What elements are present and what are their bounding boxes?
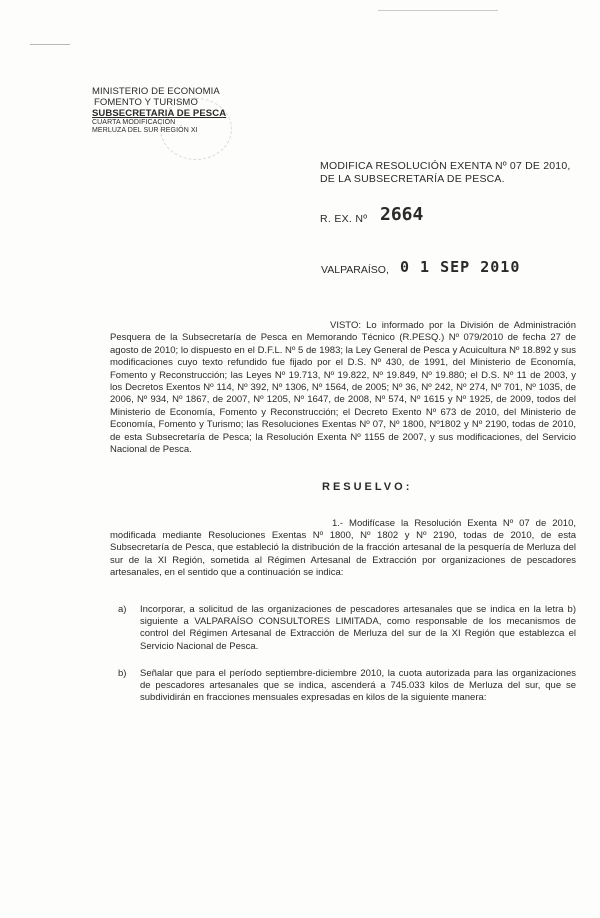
paragraph-1-text: 2010, modificada mediante Resoluciones Exentas Nº 1800, Nº 1802 y Nº 2190, todas de 2010, de esta Subsecretaría de Pesca, que estableció la distribución de la fracción artesanal de la pesquería de Merluza del sur de la XI Región, sometida al Régimen Artesanal de Extracción por organizaciones de pescadores artesanales, en el sentido que a continuación se indica: bbox=[110, 518, 577, 578]
paragraph-1 bbox=[110, 518, 576, 579]
visto-paragraph bbox=[110, 320, 576, 456]
ministry-name: MINISTERIO DE ECONOMIA bbox=[92, 86, 220, 97]
resolution-number: 2664 bbox=[380, 204, 424, 225]
subsecretaria-name: SUBSECRETARIA DE PESCA bbox=[92, 108, 227, 119]
stamp-seal bbox=[160, 98, 232, 160]
list-item bbox=[110, 604, 576, 653]
document-title: MODIFICA RESOLUCIÓN EXENTA Nº 07 DE 2010, DE LA SUBSECRETARÍA DE PESCA. bbox=[320, 160, 571, 185]
scan-mark-left bbox=[30, 44, 70, 45]
paragraph-1-lead: 1.- Modifícase la Resolución Exenta Nº 07 de bbox=[332, 518, 547, 529]
resuelvo-heading: RESUELVO: bbox=[322, 481, 413, 493]
stamp-line-1: CUARTA MODIFICACIÓN bbox=[92, 119, 176, 126]
item-marker: a) bbox=[118, 604, 127, 615]
item-text: Incorporar, a solicitud de las organizaciones de pescadores artesanales que se indica en la letra b) siguiente a VALPARAÍSO CONSULTORES LIMITADA, como responsable de los mecanismos de control del Régimen Artesanal de Extracción de Merluza del sur de la XI Región que establezca el Servicio Nacional de Pesca. bbox=[140, 604, 576, 652]
visto-lead: VISTO: bbox=[330, 320, 361, 331]
city: VALPARAÍSO, bbox=[321, 264, 389, 276]
date-stamp: 0 1 SEP 2010 bbox=[400, 258, 521, 276]
resolution-label: R. EX. Nº bbox=[320, 213, 368, 225]
visto-text: Lo informado por la División de Administración Pesquera de la Subsecretaría de Pesca en Memorando Técnico (R.PESQ.) Nº 079/2010 de fecha 27 de agosto de 2010; lo dispuesto en el D.F.L. Nº 5 de 1983; la Ley General de Pesca y Acuicultura Nº 18.892 y sus modificaciones cuyo texto refundido fue fijado por el D.S. Nº 430, de 1991, del Ministerio de Economía, Fomento y Reconstrucción; las Leyes Nº 19.713, Nº 19.822, Nº 19.849, Nº 19.880; el D.S. Nº 11 de 2003, y los Decretos Exentos Nº 114, Nº 392, Nº 1306, Nº 1564, de 2005; Nº 36, Nº 242, Nº 274, Nº 701, Nº 1035, de 2006, Nº 934, Nº 1867, de 2007, Nº 1205, Nº 1647, de 2008, Nº 574, Nº 1615 y Nº 1925, de 2009, todos del Ministerio de Economía, Fomento y Reconstrucción; el Decreto Exento Nº 673 de 2010, del Ministerio de Economía, Fomento y Turismo; las Resoluciones Exentas Nº 07, Nº 1800, Nº1802 y Nº 2190, todas de 2010, de esta Subsecretaría de Pesca; la Resolución Exenta Nº 1155 de 2007, y sus modificaciones, del Servicio Nacional de Pesca. bbox=[110, 320, 576, 456]
scan-mark-top bbox=[378, 10, 498, 11]
list-item bbox=[110, 668, 576, 705]
item-marker: b) bbox=[118, 668, 127, 679]
ministry-subname: FOMENTO Y TURISMO bbox=[94, 97, 198, 108]
stamp-line-2: MERLUZA DEL SUR REGIÓN XI bbox=[92, 127, 198, 134]
item-text: Señalar que para el período septiembre-diciembre 2010, la cuota autorizada para las organizaciones de pescadores artesanales que se indica, ascenderá a 745.033 kilos de Merluza del sur, que se subdividirán en fracciones mensuales expresadas en kilos de la siguiente manera: bbox=[140, 668, 576, 704]
